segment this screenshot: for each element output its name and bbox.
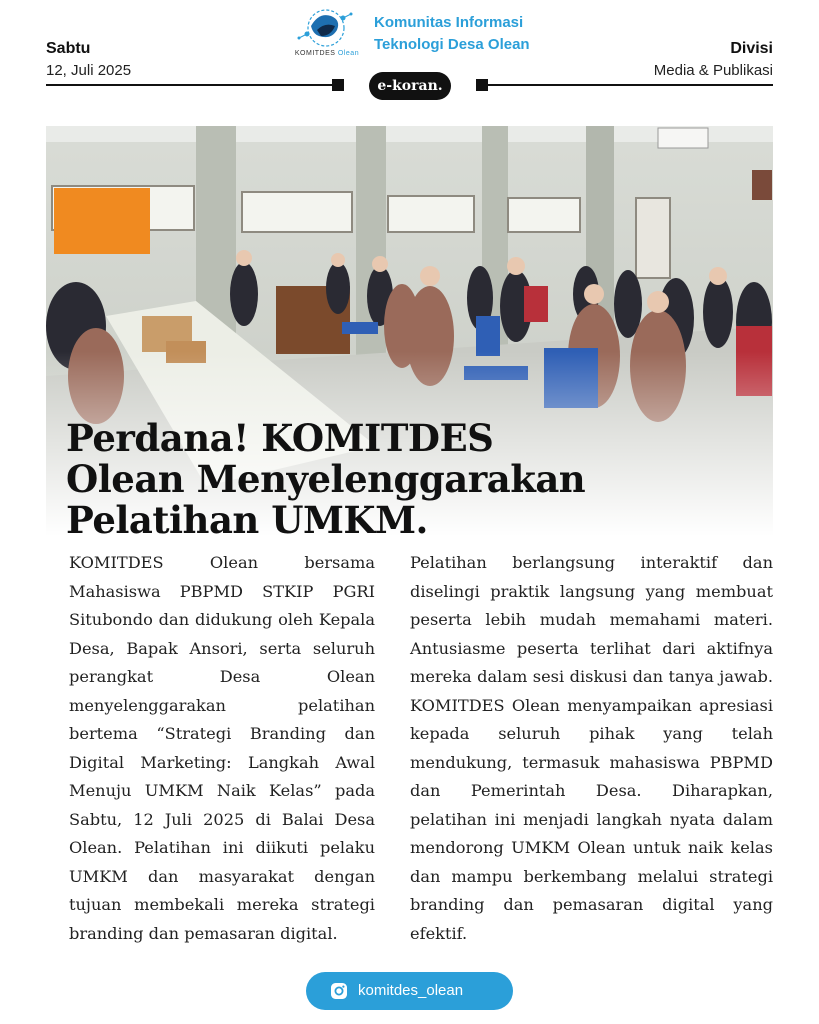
header-rule-right: [478, 84, 773, 86]
date-full: 12, Juli 2025: [46, 62, 132, 79]
logo-text-main: KOMITDES: [294, 50, 336, 57]
e-koran-badge: e-koran.: [369, 72, 451, 100]
headline-line-3: Pelatihan UMKM.: [66, 498, 428, 542]
logo-text-olean: Olean: [337, 50, 360, 57]
rule-square-left: [332, 79, 344, 91]
division-label: Divisi: [730, 40, 773, 57]
community-name: [374, 12, 530, 56]
community-line-2: Teknologi Desa Olean: [374, 36, 530, 53]
logo-text: [282, 50, 372, 57]
article-headline: [66, 418, 586, 541]
instagram-icon: [330, 982, 348, 1000]
instagram-handle: komitdes_olean: [358, 982, 464, 999]
instagram-link[interactable]: [306, 972, 513, 1010]
community-line-1: Komunitas Informasi: [374, 14, 524, 31]
headline-line-1: Perdana! KOMITDES: [66, 416, 494, 460]
header-rule-left: [46, 84, 338, 86]
division-name: Media & Publikasi: [653, 62, 773, 79]
article-column-left: KOMITDES Olean bersama Mahasiswa PBPMD STKIP PGRI Situbondo dan didukung oleh Kepala Desa, Bapak Ansori, serta seluruh perangkat Desa Olean menyelenggarakan pelatihan bertema “Strategi Branding dan Digital Marketing: Langkah Awal Menuju UMKM Naik Kelas” pada Sabtu, 12 Juli 2025 di Balai Desa Olean. Pelatihan ini diikuti pelaku UMKM dan masyarakat dengan tujuan membekali mereka strategi branding dan pemasaran digital.: [69, 553, 375, 943]
date-day: Sabtu: [46, 40, 91, 57]
headline-line-2: Olean Menyelenggarakan: [66, 457, 586, 501]
article-column-right: Pelatihan berlangsung interaktif dan diselingi praktik langsung yang membuat peserta lebih mudah memahami materi. Antusiasme peserta terlihat dari aktifnya mereka dalam sesi diskusi dan tanya jawab. KOMITDES Olean menyampaikan apresiasi kepada seluruh pihak yang telah mendukung, termasuk mahasiswa PBPMD dan Pemerintah Desa. Diharapkan, pelatihan ini menjadi langkah nyata dalam mendorong UMKM Olean untuk naik kelas dan mampu berkembang melalui strategi branding dan pemasaran digital yang efektif.: [410, 553, 773, 943]
